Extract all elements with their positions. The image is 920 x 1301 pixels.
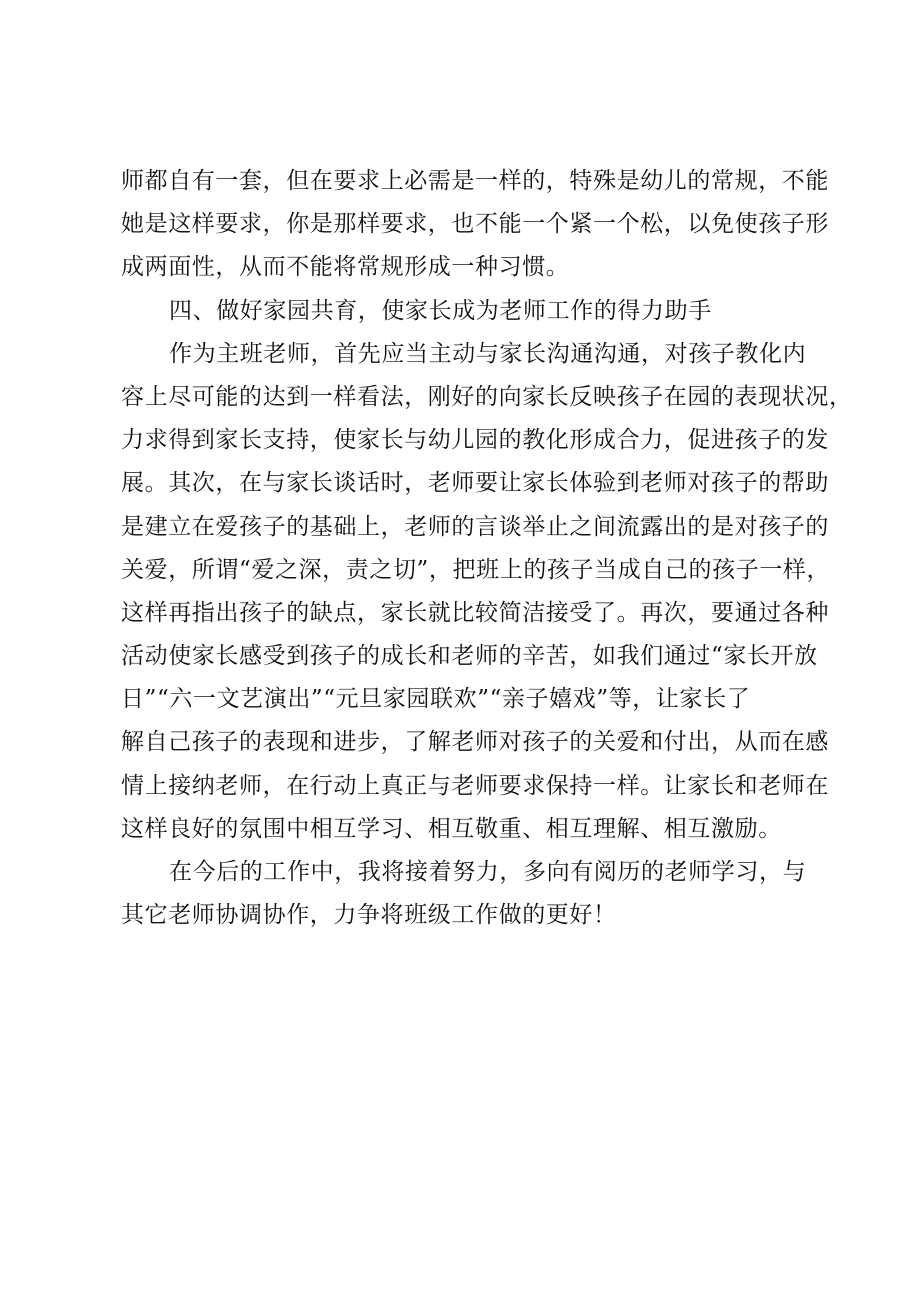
text-line: 其它老师协调协作，力争将班级工作做的更好！ [121,902,617,929]
text-line: 解自己孩子的表现和进步，了解老师对孩子的关爱和付出，从而在感 [121,729,829,756]
text-line: 这样再指出孩子的缺点，家长就比较简洁接受了。再次，要通过各种 [121,599,829,626]
text-line: 是建立在爱孩子的基础上，老师的言谈举止之间流露出的是对孩子的 [121,513,829,540]
text-line: 情上接纳老师，在行动上真正与老师要求保持一样。让家长和老师在 [121,772,829,799]
text-line: 容上尽可能的达到一样看法，刚好的向家长反映孩子在园的表现状况， [121,383,853,410]
document-body [121,160,853,937]
text-line: 活动使家长感受到孩子的成长和老师的辛苦，如我们通过“家长开放 [121,643,818,670]
text-line: 作为主班老师，首先应当主动与家长沟通沟通，对孩子教化内 [169,340,807,367]
text-line: 在今后的工作中，我将接着努力，多向有阅历的老师学习，与 [169,859,807,885]
text-line: 师都自有一套，但在要求上必需是一样的，特殊是幼儿的常规，不能 [121,168,829,194]
text-line: 力求得到家长支持，使家长与幼儿园的教化形成合力，促进孩子的发 [121,427,829,454]
text-line: 这样良好的氛围中相互学习、相互敬重、相互理解、相互激励。 [121,815,782,842]
text-line: 她是这样要求，你是那样要求，也不能一个紧一个松，以免使孩子形 [121,211,829,238]
text-line: 成两面性，从而不能将常规形成一种习惯。 [121,254,570,281]
text-line: 日”“六一文艺演出”“元旦家园联欢”“亲子嬉戏”等，让家长了 [121,686,751,713]
section-heading: 四、做好家园共育，使家长成为老师工作的得力助手 [169,297,712,324]
text-line: 关爱，所谓“爱之深，责之切”，把班上的孩子当成自己的孩子一样， [121,556,831,583]
text-line: 展。其次，在与家长谈话时，老师要让家长体验到老师对孩子的帮助 [121,470,829,497]
